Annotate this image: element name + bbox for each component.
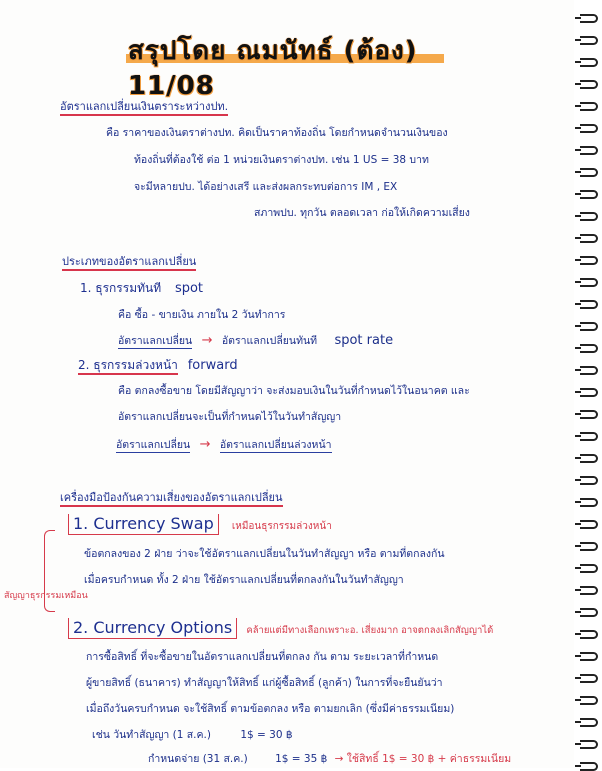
spiral-ring — [580, 476, 598, 485]
spiral-ring — [580, 520, 598, 529]
section3-item2-example-1 — [92, 726, 293, 743]
spiral-ring — [580, 322, 598, 331]
spiral-ring — [580, 586, 598, 595]
section2-item1-rate-row — [118, 332, 393, 349]
example2-value: 1$ = 35 ฿ — [275, 753, 328, 765]
section1-line-1: คือ ราคาของเงินตราต่างปท. คิดเป็นราคาท้องถิ่น โดยกำหนดจำนวนเงินของ — [106, 127, 448, 139]
section1-line-3: จะมีหลายปบ. ได้อย่างเสรี และส่งผลกระทบต่อการ IM , EX — [134, 181, 398, 193]
spiral-ring — [580, 102, 598, 111]
spiral-ring — [580, 14, 598, 23]
spiral-ring — [580, 674, 598, 683]
section1-line-2: ท้องถิ่นที่ต้องใช้ ต่อ 1 หน่วยเงินตราต่างปท. เช่น 1 US = 38 บาท — [134, 154, 429, 166]
section3-item2-note: คล้ายแต่มีทางเลือกเพราะอ. เสี่ยงมาก อาจตกลงเลิกสัญญาได้ — [246, 625, 494, 636]
spiral-ring — [580, 740, 598, 749]
arrow-right-icon: → — [199, 437, 211, 452]
spiral-ring — [580, 190, 598, 199]
section2-item1-def: คือ ซื้อ - ขายเงิน ภายใน 2 วันทำการ — [118, 309, 286, 321]
section3-item2-example-2 — [148, 750, 511, 767]
notebook-spiral-binding — [574, 0, 602, 768]
spiral-ring — [580, 124, 598, 133]
spiral-ring — [580, 564, 598, 573]
section3-item2-line-3: เมื่อถึงวันครบกำหนด จะใช้สิทธิ์ ตามข้อตกลง หรือ ตามยกเลิก (ซึ่งมีค่าธรรมเนียม) — [86, 703, 455, 715]
section2-item2-def-2: อัตราแลกเปลี่ยนจะเป็นที่กำหนดไว้ในวันทำสัญญา — [118, 411, 342, 423]
section3-item1-note: เหมือนธุรกรรมล่วงหน้า — [231, 521, 332, 532]
section2-heading — [62, 252, 196, 270]
spiral-ring — [580, 80, 598, 89]
section3-item2-line-1: การซื้อสิทธิ์ ที่จะซื้อขายในอัตราแลกเปลี่ยนที่ตกลง กัน ตาม ระยะเวลาที่กำหนด — [86, 651, 439, 663]
spiral-ring — [580, 168, 598, 177]
section3-item2-label: 2. Currency Options — [68, 618, 237, 639]
section2-item2-rate-label: อัตราแลกเปลี่ยน — [116, 439, 191, 451]
example1-value: 1$ = 30 ฿ — [240, 729, 293, 741]
section2-item2 — [78, 356, 238, 375]
section1-line-4: สภาพปบ. ทุกวัน ตลอดเวลา ก่อให้เกิดความเสี่ยง — [254, 207, 470, 219]
example2-note: → ใช้สิทธิ์ 1$ = 30 ฿ + ค่าธรรมเนียม — [334, 753, 512, 765]
section3-item1-line-2: เมื่อครบกำหนด ทั้ง 2 ฝ่าย ใช้อัตราแลกเปลี่ยนที่ตกลงกันในวันทำสัญญา — [84, 574, 404, 586]
spiral-ring — [580, 234, 598, 243]
spiral-ring — [580, 718, 598, 727]
spiral-ring — [580, 366, 598, 375]
section3-item2 — [68, 618, 493, 638]
spiral-ring — [580, 256, 598, 265]
spiral-ring — [580, 652, 598, 661]
spiral-ring — [580, 542, 598, 551]
spiral-ring — [580, 388, 598, 397]
page-title: สรุปโดย ณมนัทธ์ (ต้อง) 11/08 — [128, 36, 418, 101]
section2-item2-label: 2. ธุรกรรมล่วงหน้า — [78, 358, 178, 375]
section2-item1-rate-label: อัตราแลกเปลี่ยน — [118, 335, 193, 347]
section2-item1-label: 1. ธุรกรรมทันที — [80, 281, 162, 295]
spiral-ring — [580, 696, 598, 705]
spiral-ring — [580, 278, 598, 287]
section2-item1-rate-english: spot rate — [334, 333, 394, 348]
section2-item2-def-1: คือ ตกลงซื้อขาย โดยมีสัญญาว่า จะส่งมอบเงินในวันที่กำหนดไว้ในอนาคต และ — [118, 385, 470, 397]
section2-item1 — [80, 279, 203, 298]
section2-item2-english: forward — [187, 358, 238, 373]
spiral-ring — [580, 432, 598, 441]
spiral-ring — [580, 36, 598, 45]
example1-label: เช่น วันทำสัญญา (1 ส.ค.) — [92, 729, 211, 741]
spiral-ring — [580, 454, 598, 463]
example2-label: กำหนดจ่าย (31 ส.ค.) — [148, 753, 248, 765]
section2-item1-english: spot — [174, 281, 204, 296]
spiral-ring — [580, 410, 598, 419]
section1-heading — [60, 97, 228, 115]
spiral-ring — [580, 146, 598, 155]
section2-item2-rate-value: อัตราแลกเปลี่ยนล่วงหน้า — [219, 439, 332, 451]
section2-heading-text: ประเภทของอัตราแลกเปลี่ยน — [62, 255, 196, 271]
spiral-ring — [580, 608, 598, 617]
spiral-ring — [580, 762, 598, 771]
spiral-ring — [580, 344, 598, 353]
section3-item1 — [68, 514, 332, 534]
spiral-ring — [580, 58, 598, 67]
section1-heading-text: อัตราแลกเปลี่ยนเงินตราระหว่างปท. — [60, 100, 228, 116]
section3-heading-text: เครื่องมือป้องกันความเสี่ยงของอัตราแลกเปลี่ยน — [60, 491, 283, 507]
spiral-ring — [580, 300, 598, 309]
section3-item1-line-1: ข้อตกลงของ 2 ฝ่าย ว่าจะใช้อัตราแลกเปลี่ยนในวันทำสัญญา หรือ ตามที่ตกลงกัน — [84, 548, 445, 560]
spiral-ring — [580, 498, 598, 507]
section2-item2-rate-row — [116, 436, 332, 453]
spiral-ring — [580, 630, 598, 639]
section3-item1-label: 1. Currency Swap — [68, 514, 219, 535]
arrow-right-icon: → — [201, 333, 213, 348]
section3-heading — [60, 488, 283, 506]
section2-item1-rate-value: อัตราแลกเปลี่ยนทันที — [221, 335, 318, 347]
section3-item2-line-2: ผู้ขายสิทธิ์ (ธนาคาร) ทำสัญญาให้สิทธิ์ แก่ผู้ซื้อสิทธิ์ (ลูกค้า) ในการที่จะยืนยันว่า — [86, 677, 443, 689]
margin-note: สัญญาธุรกรรมเหมือน — [4, 591, 88, 601]
spiral-ring — [580, 212, 598, 221]
